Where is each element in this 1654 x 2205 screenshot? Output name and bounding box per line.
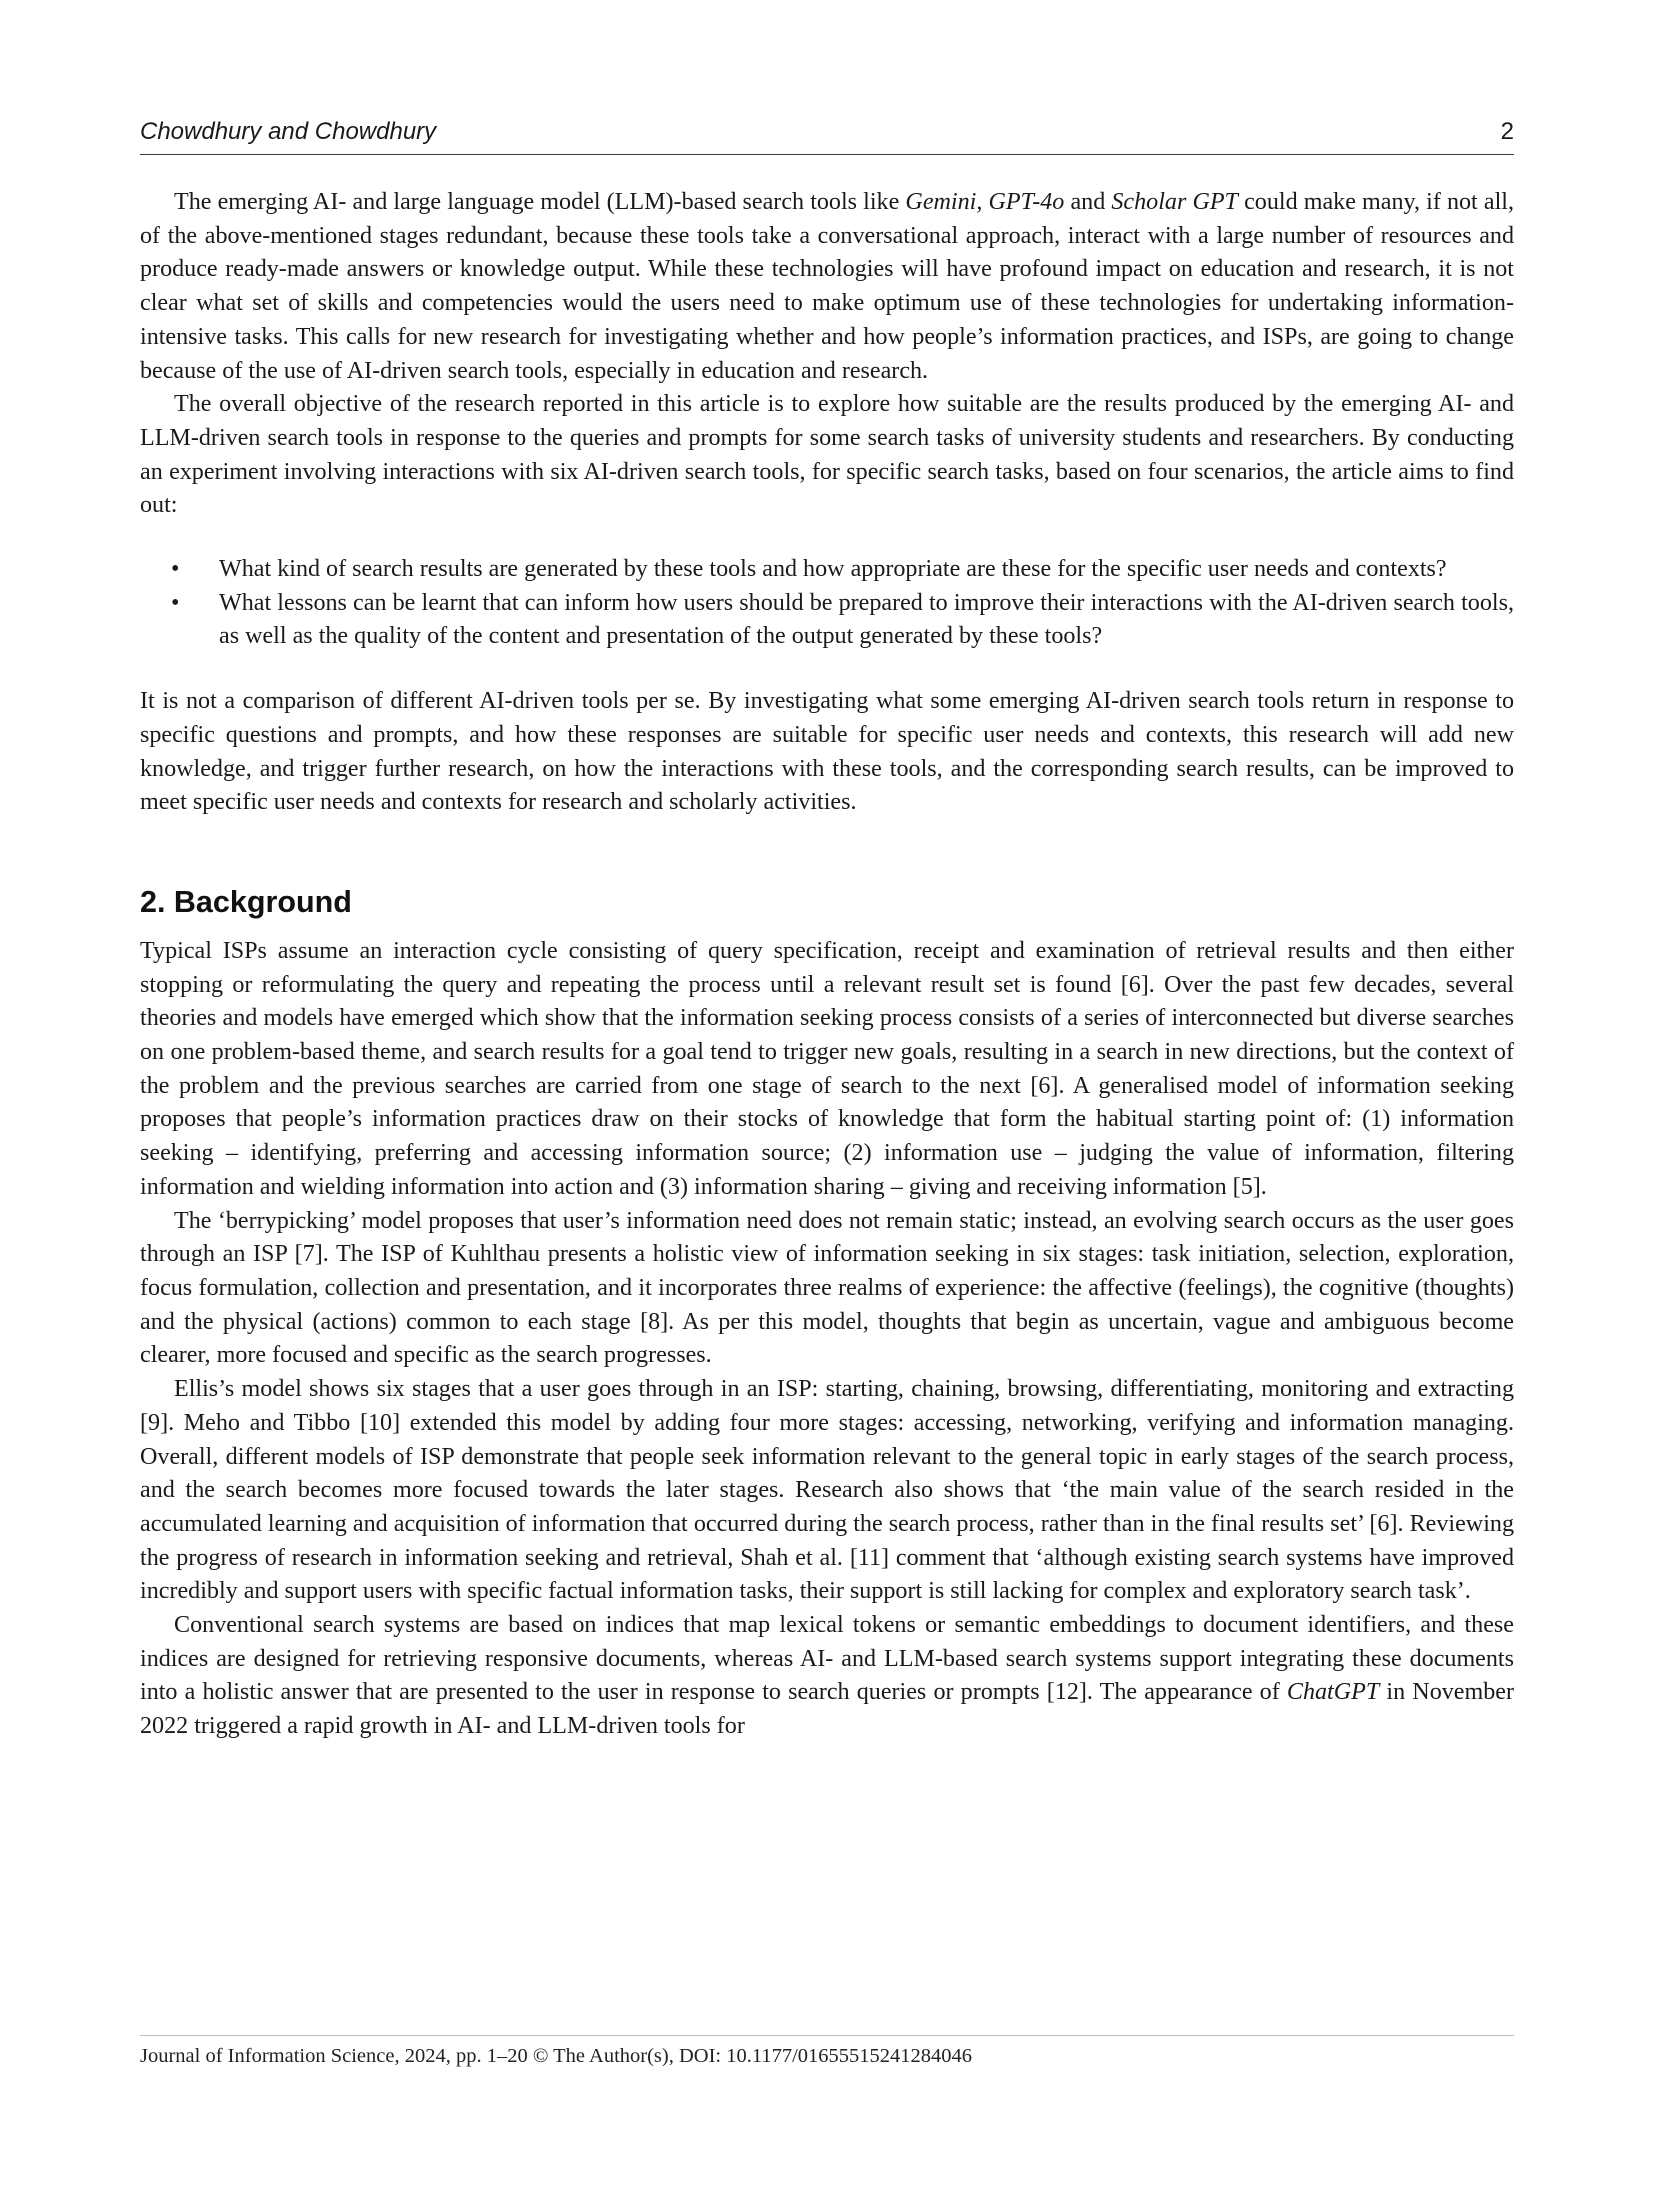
list-item — [140, 587, 1514, 654]
background-paragraph-1: Typical ISPs assume an interaction cycle consisting of query specification, receipt and examination of retrieval results and then either stopping or reformulating the query and repeating the process until a relevant result set is found [6]. Over the past few decades, several theories and models have emerged which show that the information seeking process consists of a series of interconnected but diverse searches on one problem-based theme, and search results for a goal tend to trigger new goals, resulting in a search in new directions, but the context of the problem and the previous searches are carried from one stage of search to the next [6]. A generalised model of information seeking proposes that people’s information practices draw on their stocks of knowledge that form the habitual starting point of: (1) information seeking – identifying, preferring and accessing information source; (2) information use – judging the value of information, filtering information and wielding information into action and (3) information sharing – giving and receiving information [5]. — [140, 937, 1514, 1200]
background-paragraph-4 — [140, 1609, 1514, 1744]
background-paragraph-3: Ellis’s model shows six stages that a user goes through in an ISP: starting, chaining, browsing, differentiating, monitoring and extracting [9]. Meho and Tibbo [10] extended this model by adding four more stages: accessing, networking, verifying and information managing. Overall, different models of ISP demonstrate that people seek information relevant to the general topic in early stages of the search process, and the search becomes more focused towards the later stages. Research also shows that ‘the main value of the search resided in the accumulated learning and acquisition of information that occurred during the search process, rather than in the final results set’ [6]. Reviewing the progress of research in information seeking and retrieval, Shah et al. [11] comment that ‘although existing search systems have improved incredibly and support users with specific factual information tasks, their support is still lacking for complex and exploratory search task’. — [140, 1376, 1514, 1605]
journal-footer — [140, 2035, 1514, 2068]
running-head-authors: Chowdhury and Chowdhury — [140, 118, 437, 145]
intro-p1-tool3: Scholar GPT — [1111, 189, 1238, 215]
list-item — [140, 553, 1514, 587]
background-p4-text-a: Conventional search systems are based on indices that map lexical tokens or semantic embeddings to document identifiers, and these indices are designed for retrieving responsive documents, whereas AI- and LLM-based search systems support integrating these documents into a holistic answer that are presented to the user in response to search queries or prompts [12]. The appearance of — [140, 1612, 1514, 1706]
intro-p1-text-a: The emerging AI- and large language model (LLM)-based search tools like — [174, 189, 906, 215]
footer-citation: Journal of Information Science, 2024, pp. 1–20 © The Author(s), DOI: 10.1177/01655515241284046 — [140, 2045, 973, 2067]
page-number: 2 — [1500, 118, 1514, 145]
intro-p1-tools: Gemini, GPT-4o — [905, 189, 1065, 215]
intro-p1-and: and — [1064, 189, 1112, 215]
list-item-text: What lessons can be learnt that can inform how users should be prepared to improve their interactions with the AI-driven search tools, as well as the quality of the content and presentation of the output generated by these tools? — [219, 589, 1514, 650]
intro-p1-text-b: could make many, if not all, of the above-mentioned stages redundant, because these tools take a conversational approach, interact with a large number of resources and produce ready-made answers or knowledge output. While these technologies will have profound impact on education and research, it is not clear what set of skills and competencies would the users need to make optimum use of these technologies for undertaking information-intensive tasks. This calls for new research for investigating whether and how people’s information practices, and ISPs, are going to change because of the use of AI-driven search tools, especially in education and research. — [140, 189, 1514, 384]
bullet-icon: • — [171, 556, 180, 583]
intro-paragraph-2: The overall objective of the research reported in this article is to explore how suitable are the results produced by the emerging AI- and LLM-driven search tools in response to the queries and prompts for some search tasks of university students and researchers. By conducting an experiment involving interactions with six AI-driven search tools, for specific search tasks, based on four scenarios, the article aims to find out: — [140, 391, 1514, 519]
background-p4-tool: ChatGPT — [1286, 1679, 1380, 1706]
article-body — [140, 186, 1514, 1744]
intro-paragraph-3: It is not a comparison of different AI-driven tools per se. By investigating what some emerging AI-driven search tools return in response to specific questions and prompts, and how these responses are suitable for specific user needs and contexts, this research will add new knowledge, and trigger further research, on how the interactions with these tools, and the corresponding search results, can be improved to meet specific user needs and contexts for research and scholarly activities. — [140, 688, 1514, 816]
research-questions-list — [140, 553, 1514, 654]
bullet-icon: • — [171, 589, 180, 616]
intro-paragraph-1 — [140, 186, 1514, 388]
list-item-text: What kind of search results are generated by these tools and how appropriate are these for the specific user needs and contexts? — [219, 556, 1447, 583]
running-header — [140, 114, 1514, 155]
background-p4-text-b: in November 2022 triggered a rapid growth in AI- and LLM-driven tools for — [140, 1679, 1514, 1740]
section-heading-background: 2. Background — [140, 884, 352, 919]
background-paragraph-2: The ‘berrypicking’ model proposes that user’s information need does not remain static; instead, an evolving search occurs as the user goes through an ISP [7]. The ISP of Kuhlthau presents a holistic view of information seeking in six stages: task initiation, selection, exploration, focus formulation, collection and presentation, and it incorporates three realms of experience: the affective (feelings), the cognitive (thoughts) and the physical (actions) common to each stage [8]. As per this model, thoughts that begin as uncertain, vague and ambiguous become clearer, more focused and specific as the search progresses. — [140, 1207, 1514, 1369]
